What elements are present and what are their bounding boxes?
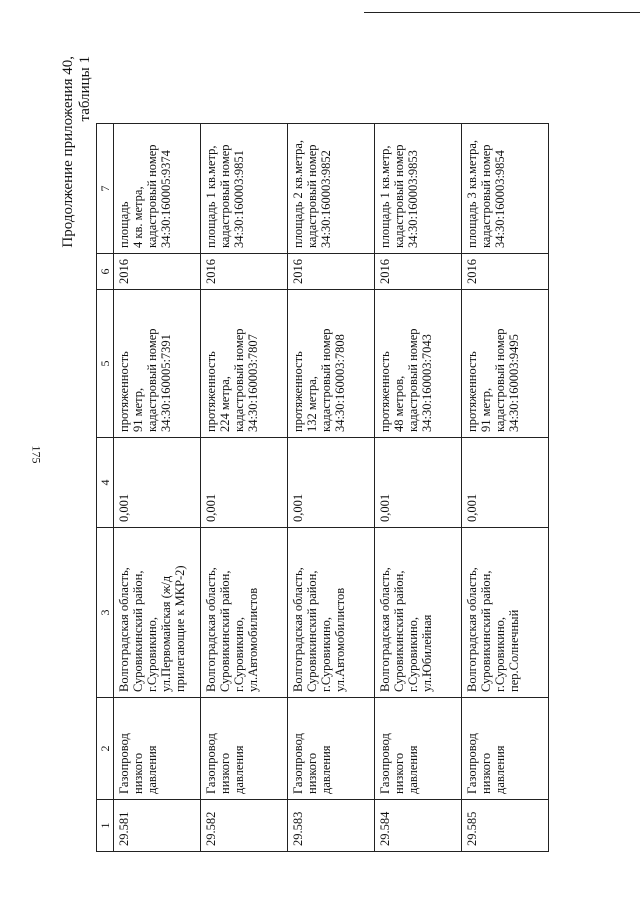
- row-number: 29.582: [201, 800, 288, 852]
- appendix-heading-line1: Продолжение приложения 40,: [60, 56, 76, 248]
- year: 2016: [462, 254, 549, 290]
- land-plot-line: 34:30:160003:9852: [319, 150, 333, 248]
- land-plot-line: кадастровый номер: [392, 144, 406, 248]
- object-address-line: г.Суровикино,: [145, 616, 159, 692]
- object-address-line: г.Суровикино,: [319, 616, 333, 692]
- object-address: [114, 528, 201, 698]
- object-extent-line: 34:30:160003:7043: [420, 334, 434, 432]
- object-address-line: Волгоградская область,: [465, 567, 479, 692]
- year: 2016: [288, 254, 375, 290]
- object-extent-line: 48 метров,: [392, 375, 406, 432]
- object-name: Газопровод низкого давления: [462, 698, 549, 800]
- object-extent-line: протяженность: [465, 351, 479, 432]
- object-address-line: г.Суровикино,: [493, 616, 507, 692]
- object-value: 0,001: [114, 438, 201, 528]
- object-value: 0,001: [201, 438, 288, 528]
- object-extent-line: 132 метра,: [305, 376, 319, 432]
- object-name: Газопровод низкого давления: [114, 698, 201, 800]
- object-extent-line: 34:30:160003:7807: [246, 334, 260, 432]
- table-header: [97, 124, 114, 852]
- object-address-line: пер.Солнечный: [507, 609, 521, 692]
- object-extent: [375, 290, 462, 438]
- table-row: [375, 124, 462, 852]
- object-address-line: Суровикинский район,: [131, 570, 145, 692]
- row-number: 29.584: [375, 800, 462, 852]
- column-number-row: [97, 124, 114, 852]
- land-plot-line: 4 кв. метра,: [131, 186, 145, 248]
- object-address-line: Суровикинский район,: [479, 570, 493, 692]
- object-extent-line: 91 метр,: [479, 387, 493, 432]
- object-address-line: Суровикинский район,: [392, 570, 406, 692]
- object-value: 0,001: [462, 438, 549, 528]
- table-row: [201, 124, 288, 852]
- object-extent-line: кадастровый номер: [232, 328, 246, 432]
- object-name: Газопровод низкого давления: [201, 698, 288, 800]
- land-plot-line: площадь: [117, 201, 131, 248]
- object-extent-line: кадастровый номер: [493, 328, 507, 432]
- year: 2016: [114, 254, 201, 290]
- object-extent-line: 34:30:160005:7391: [159, 334, 173, 432]
- object-extent-line: 91 метр,: [131, 387, 145, 432]
- land-plot-line: площадь 1 кв.метр,: [204, 145, 218, 248]
- land-plot-line: площадь 1 кв.метр,: [378, 145, 392, 248]
- object-address-line: прилегающие к МКР-2): [173, 565, 187, 692]
- col-header-3: 3: [97, 528, 114, 698]
- object-extent-line: кадастровый номер: [145, 328, 159, 432]
- object-address-line: Волгоградская область,: [291, 567, 305, 692]
- table-row: [288, 124, 375, 852]
- land-plot-line: 34:30:160005:9374: [159, 150, 173, 248]
- land-plot-line: 34:30:160003:9851: [232, 150, 246, 248]
- object-address-line: Суровикинский район,: [218, 570, 232, 692]
- object-address-line: Волгоградская область,: [117, 567, 131, 692]
- land-plot: [375, 124, 462, 254]
- table-body: [114, 124, 549, 852]
- land-plot: [462, 124, 549, 254]
- land-plot: [288, 124, 375, 254]
- col-header-4: 4: [97, 438, 114, 528]
- object-name: Газопровод низкого давления: [375, 698, 462, 800]
- object-address-line: ул.Юбилейная: [420, 614, 434, 692]
- land-plot-line: кадастровый номер: [145, 144, 159, 248]
- object-extent-line: 224 метра,: [218, 376, 232, 432]
- object-address: [288, 528, 375, 698]
- object-extent-line: протяженность: [117, 351, 131, 432]
- object-extent: [114, 290, 201, 438]
- object-value: 0,001: [288, 438, 375, 528]
- object-address: [462, 528, 549, 698]
- object-extent-line: 34:30:160003:9495: [507, 334, 521, 432]
- object-extent-line: кадастровый номер: [406, 328, 420, 432]
- object-address-line: г.Суровикино,: [232, 616, 246, 692]
- row-number: 29.581: [114, 800, 201, 852]
- header-rule: [364, 12, 640, 13]
- object-address: [375, 528, 462, 698]
- land-plot-line: кадастровый номер: [479, 144, 493, 248]
- object-extent-line: протяженность: [204, 351, 218, 432]
- object-extent-line: 34:30:160003:7808: [333, 334, 347, 432]
- object-address-line: ул.Первомайская (ж/д: [159, 575, 173, 692]
- table-row: [462, 124, 549, 852]
- object-address-line: ул.Автомобилистов: [333, 587, 347, 692]
- land-plot-line: площадь 3 кв.метра,: [465, 139, 479, 248]
- land-plot-line: площадь 2 кв.метра,: [291, 139, 305, 248]
- year: 2016: [201, 254, 288, 290]
- object-extent: [462, 290, 549, 438]
- property-table: [96, 123, 549, 852]
- page-number: 175: [29, 445, 44, 464]
- land-plot: [114, 124, 201, 254]
- appendix-heading: [60, 56, 94, 248]
- land-plot-line: кадастровый номер: [305, 144, 319, 248]
- object-extent: [201, 290, 288, 438]
- object-address: [201, 528, 288, 698]
- object-extent-line: протяженность: [378, 351, 392, 432]
- col-header-2: 2: [97, 698, 114, 800]
- object-address-line: Волгоградская область,: [378, 567, 392, 692]
- object-name: Газопровод низкого давления: [288, 698, 375, 800]
- object-extent-line: кадастровый номер: [319, 328, 333, 432]
- object-address-line: г.Суровикино,: [406, 616, 420, 692]
- land-plot-line: 34:30:160003:9854: [493, 150, 507, 248]
- col-header-7: 7: [97, 124, 114, 254]
- object-address-line: Суровикинский район,: [305, 570, 319, 692]
- rotated-page: [60, 52, 640, 852]
- year: 2016: [375, 254, 462, 290]
- land-plot-line: кадастровый номер: [218, 144, 232, 248]
- col-header-6: 6: [97, 254, 114, 290]
- land-plot-line: 34:30:160003:9853: [406, 150, 420, 248]
- row-number: 29.583: [288, 800, 375, 852]
- object-extent: [288, 290, 375, 438]
- col-header-1: 1: [97, 800, 114, 852]
- object-address-line: Волгоградская область,: [204, 567, 218, 692]
- appendix-heading-line2: таблицы 1: [77, 56, 93, 122]
- object-extent-line: протяженность: [291, 351, 305, 432]
- object-value: 0,001: [375, 438, 462, 528]
- col-header-5: 5: [97, 290, 114, 438]
- table-row: [114, 124, 201, 852]
- land-plot: [201, 124, 288, 254]
- object-address-line: ул.Автомобилистов: [246, 587, 260, 692]
- row-number: 29.585: [462, 800, 549, 852]
